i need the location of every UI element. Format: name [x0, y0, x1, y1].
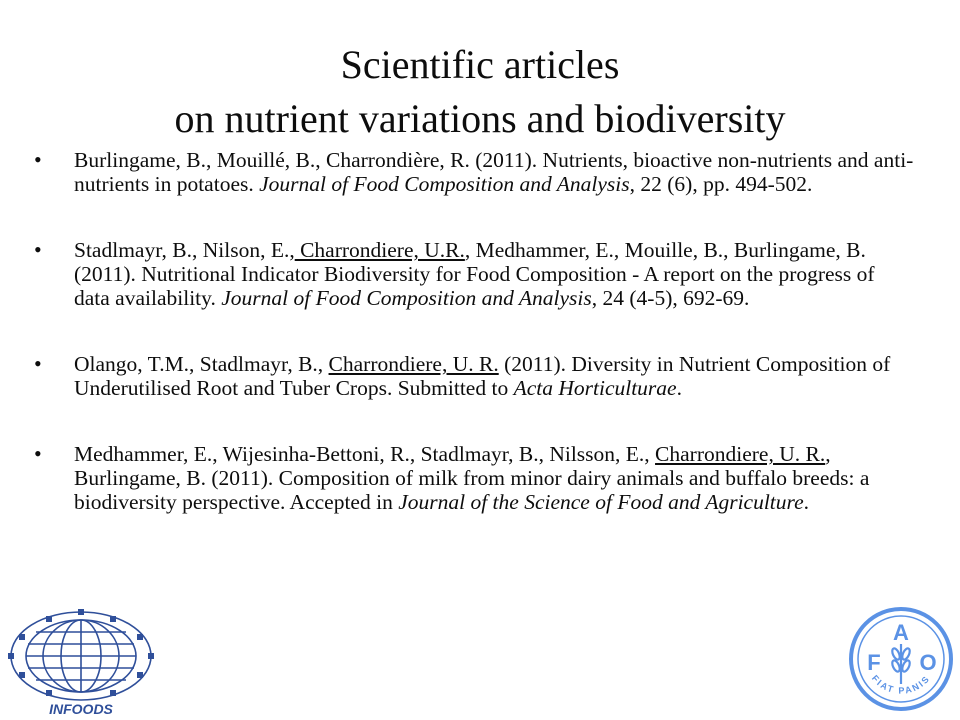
- logo-node: [46, 690, 52, 696]
- logo-node: [148, 653, 154, 659]
- ref-journal: Journal of the Science of Food and Agriculture: [398, 490, 804, 514]
- reference-item: [34, 238, 914, 310]
- ref-text: .: [676, 376, 682, 400]
- fao-logo: [846, 604, 956, 714]
- ref-text: Burlingame, B., Mouillé, B., Charrondière, R. (2011). Nutrients, bioactive non-nutrients and anti-nutrients in potatoes.: [74, 148, 914, 196]
- logo-node: [19, 672, 25, 678]
- title-line-1: Scientific articles: [340, 42, 620, 87]
- ref-journal: Journal of Food Composition and Analysis: [221, 286, 592, 310]
- ref-author-underlined: Charrondiere, U.R.: [294, 238, 465, 262]
- fao-letter-o: O: [919, 650, 937, 675]
- ref-journal: Acta Horticulturae: [513, 376, 677, 400]
- logo-node: [78, 609, 84, 615]
- reference-item: [34, 442, 914, 514]
- ref-text: .: [803, 490, 810, 514]
- ref-author-underlined: Charrondiere, U. R.: [328, 352, 499, 376]
- reference-item: [34, 148, 914, 196]
- infoods-logo-text: INFOODS: [49, 701, 113, 717]
- infoods-logo: [4, 604, 158, 718]
- slide-title: [0, 38, 960, 146]
- logo-node: [46, 616, 52, 622]
- logo-node: [137, 634, 143, 640]
- ref-text: , Medhammer, E., Mouille, B., Burlingame, B. (2011). Nutritional Indicator Biodiversity for Food Composition - A report on the progress of data availability.: [74, 238, 875, 310]
- ref-author-underlined: Charrondiere, U. R.: [655, 442, 826, 466]
- logo-node: [19, 634, 25, 640]
- ref-text: , 22 (6), pp. 494-502.: [629, 172, 813, 196]
- ref-text: , 24 (4-5), 692-69.: [591, 286, 750, 310]
- logo-node: [8, 653, 14, 659]
- wheat-icon: [891, 644, 912, 684]
- fao-letter-a: A: [893, 620, 909, 645]
- title-line-2: on nutrient variations and biodiversity: [174, 96, 786, 141]
- reference-item: [34, 352, 914, 400]
- logo-node: [110, 690, 116, 696]
- fao-motto-text: FIAT PANIS: [869, 673, 933, 696]
- logo-node: [110, 616, 116, 622]
- ref-text: (2011). Diversity in Nutrient Composition of Underutilised Root and Tuber Crops. Submitted to: [74, 352, 891, 400]
- ref-text: Olango, T.M., Stadlmayr, B.,: [74, 352, 329, 376]
- ref-text: Stadlmayr, B., Nilson, E.,: [74, 238, 295, 262]
- logo-node: [137, 672, 143, 678]
- ref-text: Medhammer, E., Wijesinha-Bettoni, R., Stadlmayr, B., Nilsson, E.,: [74, 442, 656, 466]
- reference-list: [34, 148, 914, 556]
- ref-journal: Journal of Food Composition and Analysis: [259, 172, 630, 196]
- fao-letter-f: F: [867, 650, 881, 675]
- ref-text: , Burlingame, B. (2011). Composition of milk from minor dairy animals and buffalo breeds: a biodiversity perspective. Accepted in: [74, 442, 870, 514]
